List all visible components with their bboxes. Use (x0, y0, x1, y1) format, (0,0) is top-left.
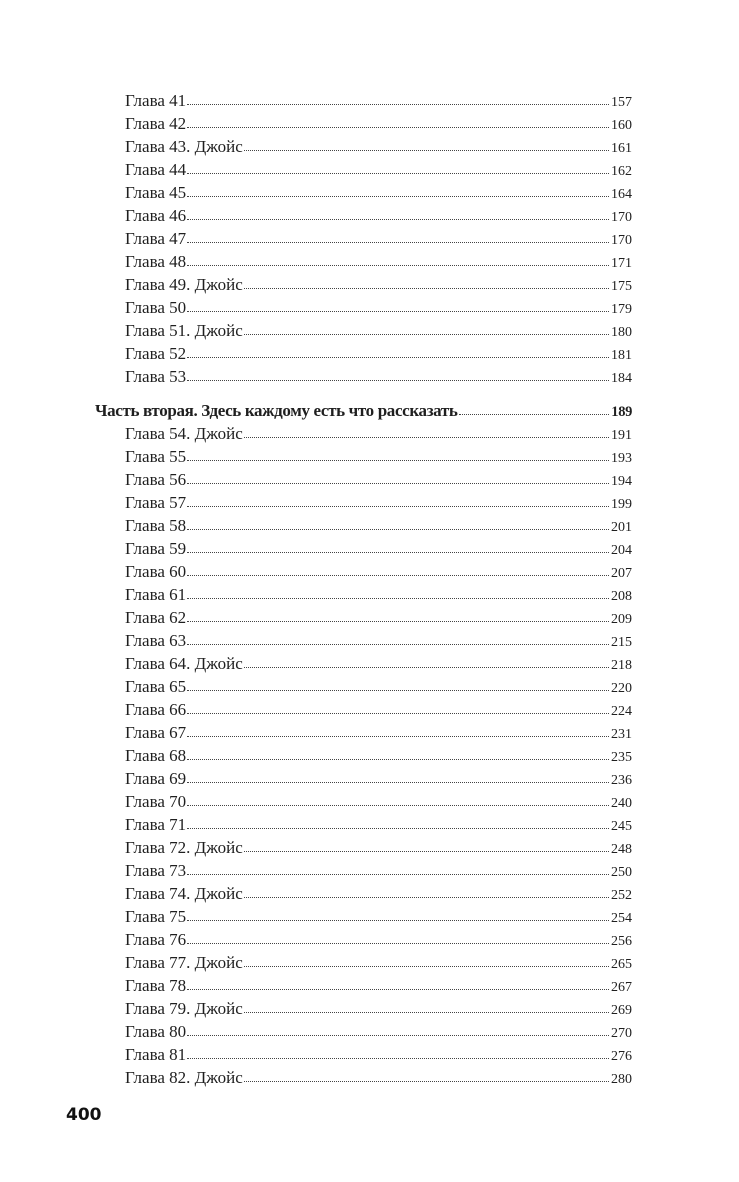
toc-entry (125, 181, 632, 204)
toc-entry-page: 245 (611, 819, 632, 834)
toc-entry (125, 445, 632, 468)
toc-entry-page: 164 (611, 187, 632, 202)
dot-leader (187, 759, 609, 760)
toc-entry-title: Глава 45 (125, 183, 187, 202)
toc-entry (125, 319, 632, 342)
toc-entry-page: 181 (611, 348, 632, 363)
toc-entry-page: 170 (611, 233, 632, 248)
toc-entry (125, 1066, 632, 1089)
toc-entry-page: 191 (611, 428, 632, 443)
toc-entry-page: 170 (611, 210, 632, 225)
toc-entry-page: 235 (611, 750, 632, 765)
toc-entry (125, 905, 632, 928)
toc-entry (125, 790, 632, 813)
toc-entry (125, 422, 632, 445)
dot-leader (187, 805, 609, 806)
toc-entry (125, 951, 632, 974)
toc-part-heading (95, 399, 632, 422)
toc-entry (125, 721, 632, 744)
dot-leader (187, 104, 609, 105)
toc-entry-page: 157 (611, 95, 632, 110)
toc-entry (125, 468, 632, 491)
toc-entry-title: Глава 60 (125, 562, 187, 581)
toc-entry-page: 231 (611, 727, 632, 742)
dot-leader (187, 219, 609, 220)
toc-entry-title: Глава 69 (125, 769, 187, 788)
toc-entry (125, 997, 632, 1020)
toc-entry (125, 1020, 632, 1043)
dot-leader (187, 943, 609, 944)
toc-entry-title: Глава 68 (125, 746, 187, 765)
toc-entry-page: 224 (611, 704, 632, 719)
toc-entry (125, 296, 632, 319)
toc-entry-page: 180 (611, 325, 632, 340)
toc-entry-title: Глава 81 (125, 1045, 187, 1064)
toc-entry-page: 209 (611, 612, 632, 627)
toc-entry-page: 199 (611, 497, 632, 512)
toc-entry-title: Глава 44 (125, 160, 187, 179)
toc-entry-page: 162 (611, 164, 632, 179)
toc-entry-title: Глава 57 (125, 493, 187, 512)
toc-entry (125, 365, 632, 388)
dot-leader (244, 966, 609, 967)
dot-leader (187, 265, 609, 266)
dot-leader (187, 713, 609, 714)
dot-leader (244, 1012, 609, 1013)
dot-leader (187, 575, 609, 576)
toc-entry-title: Глава 71 (125, 815, 187, 834)
toc-entry-title: Глава 72. Джойс (125, 838, 243, 857)
toc-entry (125, 606, 632, 629)
dot-leader (244, 150, 609, 151)
toc-entry-page: 194 (611, 474, 632, 489)
toc-entry-page: 215 (611, 635, 632, 650)
toc-entry-title: Глава 79. Джойс (125, 999, 243, 1018)
toc-entry-title: Глава 53 (125, 367, 187, 386)
toc-entry-title: Глава 67 (125, 723, 187, 742)
dot-leader (187, 920, 609, 921)
dot-leader (459, 414, 610, 415)
toc-entry-page: 204 (611, 543, 632, 558)
dot-leader (187, 506, 609, 507)
dot-leader (187, 1058, 609, 1059)
toc-entry-title: Глава 63 (125, 631, 187, 650)
toc-entry-title: Глава 82. Джойс (125, 1068, 243, 1087)
toc-entry-title: Глава 62 (125, 608, 187, 627)
toc-entry-title: Глава 58 (125, 516, 187, 535)
toc-entry (125, 583, 632, 606)
toc-entry-title: Глава 66 (125, 700, 187, 719)
toc-entry-title: Глава 42 (125, 114, 187, 133)
toc-entry-title: Глава 76 (125, 930, 187, 949)
dot-leader (244, 851, 609, 852)
toc-entry (125, 652, 632, 675)
toc-entry-page: 267 (611, 980, 632, 995)
toc-entry (125, 135, 632, 158)
dot-leader (187, 1035, 609, 1036)
dot-leader (187, 196, 609, 197)
dot-leader (187, 311, 609, 312)
dot-leader (187, 380, 609, 381)
toc-entry (125, 629, 632, 652)
dot-leader (187, 828, 609, 829)
toc-entry (125, 560, 632, 583)
dot-leader (187, 483, 609, 484)
toc-entry-page: 189 (611, 404, 632, 420)
page-number: 400 (66, 1105, 102, 1125)
toc-entry-title: Глава 73 (125, 861, 187, 880)
toc-entry (125, 698, 632, 721)
toc-entry-page: 220 (611, 681, 632, 696)
toc-entry-page: 161 (611, 141, 632, 156)
toc-entry-page: 256 (611, 934, 632, 949)
dot-leader (187, 460, 609, 461)
toc-entry-title: Глава 59 (125, 539, 187, 558)
dot-leader (187, 598, 609, 599)
toc-entry (125, 882, 632, 905)
dot-leader (244, 1081, 609, 1082)
toc-entry (125, 158, 632, 181)
toc-entry-title: Глава 48 (125, 252, 187, 271)
toc-entry (125, 227, 632, 250)
toc-entry (125, 250, 632, 273)
toc-entry-title: Глава 75 (125, 907, 187, 926)
dot-leader (187, 173, 609, 174)
toc-entry (125, 273, 632, 296)
toc-entry-title: Глава 49. Джойс (125, 275, 243, 294)
toc-entry (125, 744, 632, 767)
toc-entry-page: 236 (611, 773, 632, 788)
dot-leader (187, 529, 609, 530)
toc-entry (125, 342, 632, 365)
toc-entry-title: Глава 47 (125, 229, 187, 248)
toc-entry (125, 974, 632, 997)
dot-leader (244, 288, 609, 289)
dot-leader (187, 127, 609, 128)
dot-leader (244, 897, 609, 898)
dot-leader (187, 782, 609, 783)
toc-entry-page: 270 (611, 1026, 632, 1041)
toc-entry-title: Глава 56 (125, 470, 187, 489)
dot-leader (244, 437, 609, 438)
dot-leader (187, 874, 609, 875)
toc-entry-title: Глава 65 (125, 677, 187, 696)
toc-entry (125, 928, 632, 951)
toc-entry-title: Глава 64. Джойс (125, 654, 243, 673)
toc-entry-page: 193 (611, 451, 632, 466)
toc-entry (125, 1043, 632, 1066)
dot-leader (187, 552, 609, 553)
toc-entry (125, 491, 632, 514)
toc-entry-page: 175 (611, 279, 632, 294)
dot-leader (187, 690, 609, 691)
toc-entry-title: Глава 80 (125, 1022, 187, 1041)
toc-entry-page: 171 (611, 256, 632, 271)
toc-entry-page: 252 (611, 888, 632, 903)
toc-entry-page: 179 (611, 302, 632, 317)
toc-entry-page: 218 (611, 658, 632, 673)
toc-entry-title: Часть вторая. Здесь каждому есть что рассказать (95, 401, 458, 420)
toc-entry-title: Глава 61 (125, 585, 187, 604)
toc-entry (125, 537, 632, 560)
toc-entry-page: 208 (611, 589, 632, 604)
toc-entry-page: 160 (611, 118, 632, 133)
toc-entry (125, 836, 632, 859)
toc-entry-page: 276 (611, 1049, 632, 1064)
toc-entry-title: Глава 55 (125, 447, 187, 466)
toc-entry-page: 250 (611, 865, 632, 880)
toc-entry (125, 675, 632, 698)
toc-entry (125, 813, 632, 836)
toc-entry (125, 89, 632, 112)
toc-entry-title: Глава 54. Джойс (125, 424, 243, 443)
dot-leader (244, 334, 609, 335)
toc-entry-page: 254 (611, 911, 632, 926)
toc-entry-page: 207 (611, 566, 632, 581)
dot-leader (187, 357, 609, 358)
dot-leader (187, 644, 609, 645)
toc-entry-title: Глава 52 (125, 344, 187, 363)
toc-entry-title: Глава 74. Джойс (125, 884, 243, 903)
dot-leader (244, 667, 609, 668)
toc-entry (125, 859, 632, 882)
toc-entry (125, 112, 632, 135)
toc-entry-title: Глава 70 (125, 792, 187, 811)
toc-entry (125, 767, 632, 790)
toc-entry-title: Глава 46 (125, 206, 187, 225)
toc-entry-title: Глава 50 (125, 298, 187, 317)
toc-entry-page: 248 (611, 842, 632, 857)
toc-entry-page: 184 (611, 371, 632, 386)
dot-leader (187, 736, 609, 737)
dot-leader (187, 989, 609, 990)
toc-entry-page: 201 (611, 520, 632, 535)
toc-entry-page: 240 (611, 796, 632, 811)
toc-entry-title: Глава 78 (125, 976, 187, 995)
toc-entry-page: 265 (611, 957, 632, 972)
dot-leader (187, 621, 609, 622)
toc-entry-page: 269 (611, 1003, 632, 1018)
toc-entry (125, 204, 632, 227)
toc-entry-page: 280 (611, 1072, 632, 1087)
toc-entry-title: Глава 41 (125, 91, 187, 110)
dot-leader (187, 242, 609, 243)
toc-entry-title: Глава 51. Джойс (125, 321, 243, 340)
toc-entry-title: Глава 43. Джойс (125, 137, 243, 156)
toc-entry-title: Глава 77. Джойс (125, 953, 243, 972)
toc-entry (125, 514, 632, 537)
